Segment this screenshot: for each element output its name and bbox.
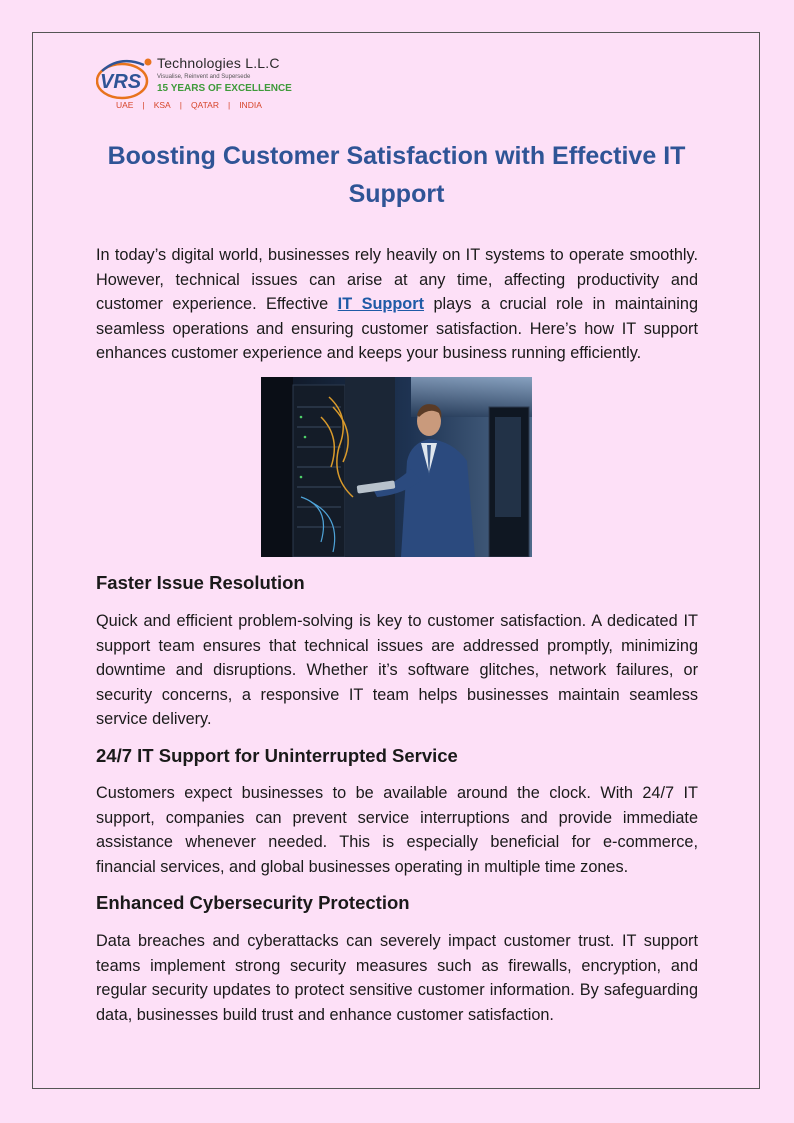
intro-text-before: In today’s digital world, businesses rely heavily on IT systems to operate smoothly. However, technical issues can arise at any time, affecting productivity and customer experience. Effective bbox=[96, 246, 698, 313]
intro-paragraph bbox=[96, 243, 698, 366]
country-india: INDIA bbox=[239, 100, 262, 110]
section-heading-cybersecurity: Enhanced Cybersecurity Protection bbox=[96, 892, 410, 913]
country-uae: UAE bbox=[116, 100, 134, 110]
logo-company-name: Technologies L.L.C bbox=[157, 55, 280, 71]
intro-text-after: plays a crucial role in maintaining seamless operations and ensuring customer satisfaction. Here’s how IT support enhances customer experience and keeps your business running efficiently. bbox=[96, 295, 699, 362]
section-body-24-7-support: Customers expect businesses to be available around the clock. With 24/7 IT support, companies can prevent service interruptions and provide immediate assistance whenever needed. This is especially beneficial for e-commerce, financial services, and global businesses operating in multiple time zones. bbox=[96, 784, 698, 876]
company-logo bbox=[96, 53, 306, 115]
section-heading-24-7-support: 24/7 IT Support for Uninterrupted Service bbox=[96, 745, 458, 766]
svg-text:VRS: VRS bbox=[100, 71, 142, 93]
logo-country-list: UAE | KSA | QATAR | INDIA bbox=[116, 100, 262, 110]
page-title: Boosting Customer Satisfaction with Effective IT Support bbox=[107, 142, 686, 208]
section-heading-faster-issue-resolution: Faster Issue Resolution bbox=[96, 572, 305, 593]
section-body-cybersecurity: Data breaches and cyberattacks can severely impact customer trust. IT support teams implement strong security measures such as firewalls, encryption, and regular security updates to protect sensitive customer information. By safeguarding data, businesses build trust and enhance customer satisfaction. bbox=[96, 932, 698, 1024]
logo-years-badge: 15 YEARS OF EXCELLENCE bbox=[157, 83, 292, 94]
country-ksa: KSA bbox=[153, 100, 171, 110]
server-room-photo bbox=[261, 377, 532, 557]
logo-tagline: Visualise, Reinvent and Supersede bbox=[157, 74, 251, 80]
country-qatar: QATAR bbox=[190, 100, 219, 110]
section-body-faster-issue-resolution: Quick and efficient problem-solving is key to customer satisfaction. A dedicated IT support team ensures that technical issues are addressed promptly, minimizing downtime and disruptions. Whether it’s software glitches, network failures, or security concerns, a responsive IT team helps businesses maintain seamless service delivery. bbox=[96, 612, 698, 728]
vrs-logo-icon bbox=[96, 57, 156, 101]
it-support-link[interactable]: IT Support bbox=[337, 295, 425, 313]
